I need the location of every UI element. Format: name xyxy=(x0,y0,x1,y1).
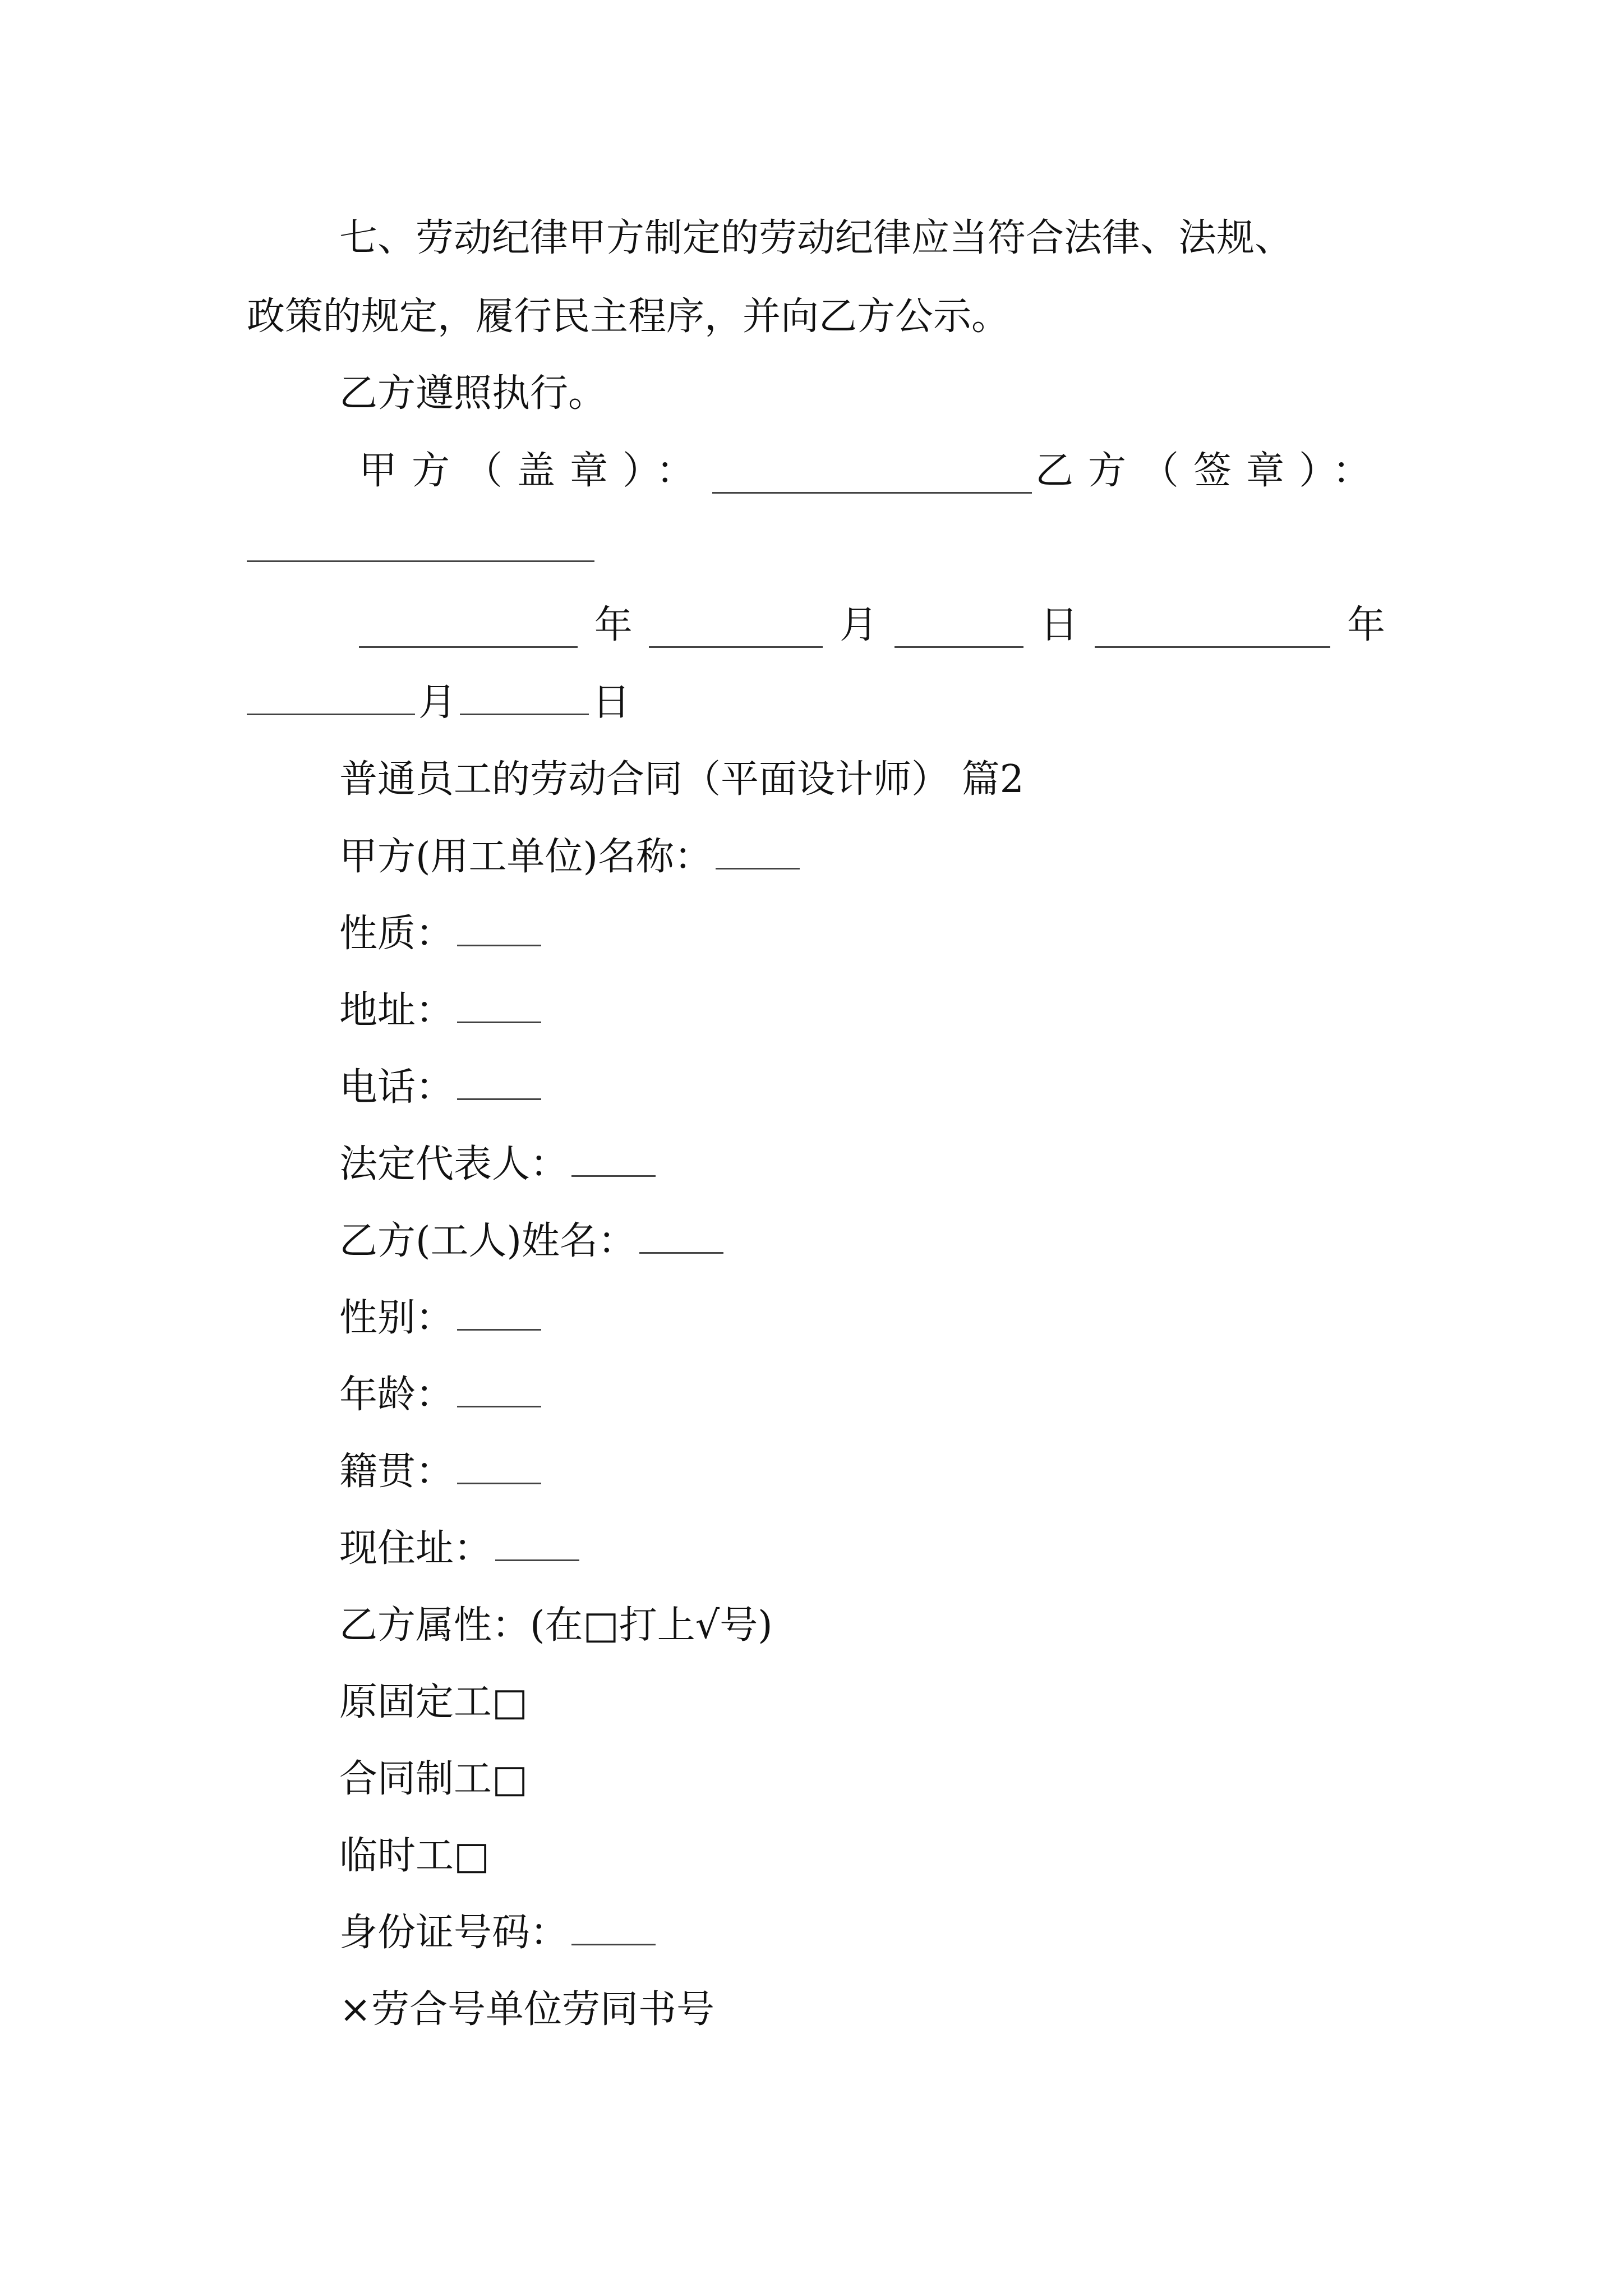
party-a-year-blank[interactable] xyxy=(359,617,578,648)
party-b-month-blank[interactable] xyxy=(247,684,415,715)
party-a-signature-blank[interactable] xyxy=(712,463,1032,494)
field-label: 年龄： xyxy=(339,1373,454,1417)
field-label: 地址： xyxy=(339,988,454,1033)
date-row-2 xyxy=(247,680,630,725)
party-b-signature-line xyxy=(247,527,598,572)
field-label: 性质： xyxy=(339,912,454,956)
party-a-day-blank[interactable] xyxy=(895,617,1023,648)
field-address xyxy=(339,988,545,1033)
attribute-option-temporary[interactable]: 临时工□ xyxy=(339,1834,490,1878)
field-label: 乙方(工人)姓名： xyxy=(339,1219,637,1263)
field-label: 身份证号码： xyxy=(339,1911,569,1955)
field-label: 籍贯： xyxy=(339,1450,454,1494)
field-blank[interactable] xyxy=(716,839,800,869)
contract-number-line: ×劳合号单位劳同书号 xyxy=(339,1987,714,2032)
month-label: 月 xyxy=(840,603,878,647)
field-nature xyxy=(339,912,545,956)
field-blank[interactable] xyxy=(457,1300,541,1331)
date-row-1 xyxy=(359,603,1385,648)
month-label: 月 xyxy=(418,680,457,725)
party-b-year-blank[interactable] xyxy=(1095,617,1330,648)
party-b-label: 乙方（签章）： xyxy=(1035,449,1385,493)
party-b-signature-blank[interactable] xyxy=(247,531,594,562)
article-line-1: 七、劳动纪律甲方制定的劳动纪律应当符合法律、法规、 xyxy=(339,216,1293,260)
party-b-day-blank[interactable] xyxy=(460,684,589,715)
field-label: 性别： xyxy=(339,1296,454,1340)
year-label: 年 xyxy=(1347,603,1385,647)
section-title: 普通员工的劳动合同（平面设计师） 篇2 xyxy=(339,757,1024,802)
attribute-heading: 乙方属性：(在□打上√号) xyxy=(339,1603,773,1648)
field-employer-name xyxy=(339,835,803,880)
field-blank[interactable] xyxy=(457,1453,541,1484)
field-label: 甲方(用工单位)名称： xyxy=(339,835,713,879)
attribute-option-fixed[interactable]: 原固定工□ xyxy=(339,1680,528,1724)
field-gender xyxy=(339,1296,545,1341)
field-blank[interactable] xyxy=(495,1530,579,1561)
field-native-place xyxy=(339,1450,545,1494)
attribute-option-contract[interactable]: 合同制工□ xyxy=(339,1757,528,1801)
field-label: 法定代表人： xyxy=(339,1142,569,1186)
party-a-month-blank[interactable] xyxy=(649,617,823,648)
field-current-address xyxy=(339,1526,583,1571)
field-blank[interactable] xyxy=(457,915,541,946)
field-age xyxy=(339,1373,545,1418)
field-label: 电话： xyxy=(339,1065,454,1110)
article-line-2: 政策的规定，履行民主程序，并向乙方公示。 xyxy=(247,295,1010,339)
article-line-3: 乙方遵照执行。 xyxy=(339,371,607,416)
field-legal-representative xyxy=(339,1142,659,1187)
field-blank[interactable] xyxy=(457,992,541,1023)
signature-row xyxy=(359,449,1385,494)
field-blank[interactable] xyxy=(571,1146,656,1177)
year-label: 年 xyxy=(594,603,633,647)
field-label: 现住址： xyxy=(339,1526,492,1571)
field-phone xyxy=(339,1065,545,1110)
field-blank[interactable] xyxy=(457,1069,541,1100)
party-a-label: 甲方（盖章）： xyxy=(359,449,709,493)
field-blank[interactable] xyxy=(457,1377,541,1407)
field-blank[interactable] xyxy=(571,1915,656,1945)
day-label: 日 xyxy=(1040,603,1078,647)
field-worker-name xyxy=(339,1219,727,1264)
field-id-number xyxy=(339,1911,659,1955)
field-blank[interactable] xyxy=(639,1223,723,1254)
day-label: 日 xyxy=(592,680,631,725)
